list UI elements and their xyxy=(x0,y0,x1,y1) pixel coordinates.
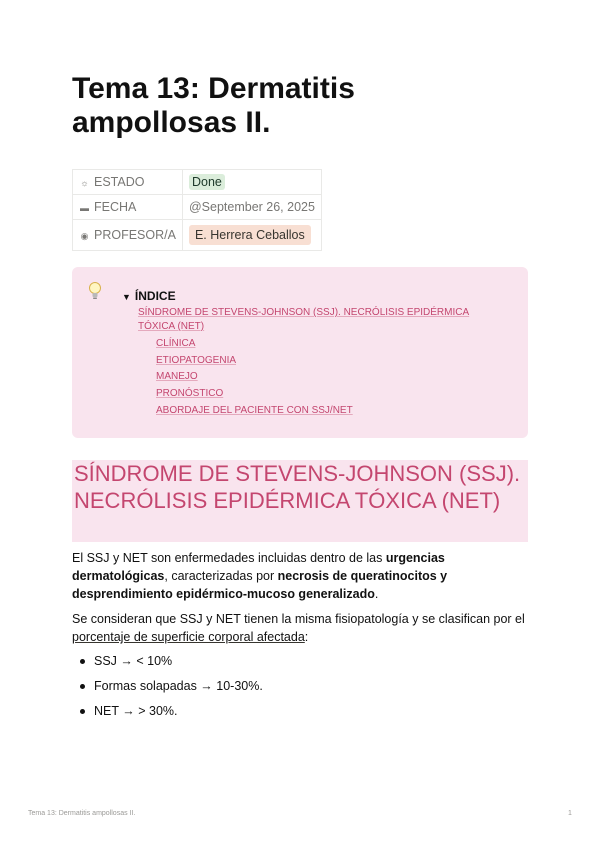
paragraph-definition xyxy=(72,549,528,603)
text-run: : xyxy=(304,630,309,644)
page-title: Tema 13: Dermatitis ampollosas II. xyxy=(72,72,355,139)
toggle-triangle-icon: ▼ xyxy=(122,292,131,302)
property-value-date[interactable] xyxy=(182,195,321,220)
toc-toggle[interactable] xyxy=(122,289,176,303)
date-mention: @September 26, 2025 xyxy=(188,200,315,214)
property-label: FECHA xyxy=(94,200,137,214)
property-value-status[interactable] xyxy=(182,170,321,195)
list-item: Formas solapadas → 10-30%. xyxy=(72,677,528,702)
bold-text: urgencias dermatológicas xyxy=(72,551,445,583)
text-run: Se consideran que SSJ y NET tienen la misma fisiopatología y se clasifican por el xyxy=(72,612,525,626)
status-badge: Done xyxy=(189,174,225,190)
property-key-date xyxy=(73,195,183,220)
text-run: . xyxy=(374,587,379,601)
footer-page-number: 1 xyxy=(568,810,572,817)
bold-text: necrosis de queratinocitos y desprendimiento epidérmico-mucoso generalizado xyxy=(72,569,448,601)
text-run: , caracterizadas por xyxy=(164,569,278,583)
paragraph-classification xyxy=(72,610,528,646)
index-callout xyxy=(72,267,528,438)
text-run: El SSJ y NET son enfermedades incluidas dentro de las xyxy=(72,551,386,565)
property-key-teacher xyxy=(73,220,183,251)
lightbulb-icon xyxy=(88,281,102,301)
toc-link-abordaje[interactable]: ABORDAJE DEL PACIENTE CON SSJ/NET xyxy=(156,405,353,416)
underlined-text: porcentaje de superficie corporal afectada xyxy=(72,630,305,644)
property-row-teacher xyxy=(73,220,322,251)
calendar-icon: ▬ xyxy=(80,203,89,213)
classification-list xyxy=(72,652,528,727)
list-item: SSJ → < 10% xyxy=(72,652,528,677)
toc-link-pronostico[interactable]: PRONÓSTICO xyxy=(156,388,224,399)
property-value-teacher[interactable] xyxy=(182,220,321,251)
toc-link-clinica[interactable]: CLÍNICA xyxy=(156,338,196,349)
list-item: NET → > 30%. xyxy=(72,702,528,727)
toc-link-manejo[interactable]: MANEJO xyxy=(156,371,198,382)
property-label: PROFESOR/A xyxy=(94,228,176,242)
property-row-status xyxy=(73,170,322,195)
toc-title: ÍNDICE xyxy=(134,289,176,303)
sun-icon: ☼ xyxy=(80,178,89,188)
property-row-date xyxy=(73,195,322,220)
properties-table xyxy=(72,169,322,251)
toc-link-ssj-net[interactable]: SÍNDROME DE STEVENS-JOHNSON (SSJ). NECRÓLISIS EPIDÉRMICA TÓXICA (NET) xyxy=(138,307,470,332)
section-heading: SÍNDROME DE STEVENS-JOHNSON (SSJ). NECRÓLISIS EPIDÉRMICA TÓXICA (NET) xyxy=(72,460,528,542)
toc-link-etiopatogenia[interactable]: ETIOPATOGENIA xyxy=(156,355,237,366)
property-key-status xyxy=(73,170,183,195)
property-label: ESTADO xyxy=(94,175,145,189)
footer-title: Tema 13: Dermatitis ampollosas II. xyxy=(28,810,136,817)
teacher-tag: E. Herrera Ceballos xyxy=(189,225,311,245)
target-icon: ◉ xyxy=(80,231,89,241)
